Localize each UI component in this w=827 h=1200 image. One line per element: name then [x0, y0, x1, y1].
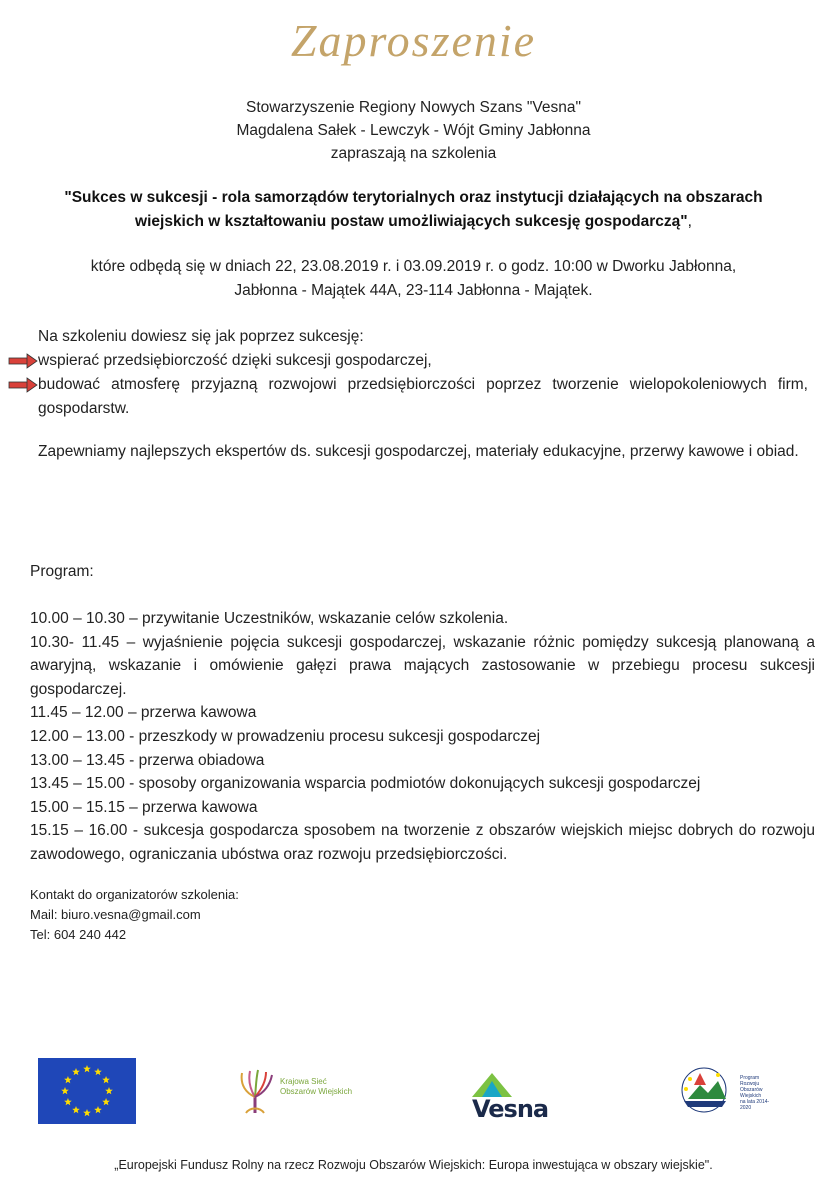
eu-stars-icon — [38, 1058, 136, 1124]
ksow-line: Obszarów Wiejskich — [280, 1087, 353, 1096]
address-line: Jabłonna - Majątek 44A, 23-114 Jabłonna - Majątek. — [234, 282, 593, 299]
contact-mail[interactable]: Mail: biuro.vesna@gmail.com — [30, 907, 201, 922]
eu-star-icon — [83, 1065, 91, 1072]
eu-flag-logo — [38, 1058, 136, 1124]
invitation-line: zapraszają na szkolenia — [330, 145, 497, 162]
eu-star-icon — [83, 1109, 91, 1116]
program-item: 13.45 – 15.00 - sposoby organizowania wsparcia podmiotów dokonujących sukcesji gospodarczej — [30, 775, 701, 793]
eu-star-icon — [72, 1106, 80, 1113]
program-item: 12.00 – 13.00 - przeszkody w prowadzeniu procesu sukcesji gospodarczej — [30, 727, 541, 745]
ksow-logo — [232, 1067, 372, 1117]
program-item: 15.15 – 16.00 - sukcesja gospodarcza sposobem na tworzenie z obszarów wiejskich miejsc dobrych do rozwoju zawodowego, ograniczania ubóstwa oraz rozwoju przedsiębiorczości. — [30, 822, 815, 863]
date-location-block — [30, 255, 797, 303]
ksow-name — [280, 1077, 352, 1097]
learning-section — [38, 325, 808, 421]
organizer-mayor: Magdalena Sałek - Lewczyk - Wójt Gminy Jabłonna — [236, 122, 591, 139]
bullet-text: wspierać przedsiębiorczość dzięki sukcesji gospodarczej, — [38, 352, 432, 369]
program-item: 10.00 – 10.30 – przywitanie Uczestników, wskazanie celów szkolenia. — [30, 610, 509, 627]
program-list — [30, 607, 815, 867]
eu-star-icon — [64, 1098, 72, 1105]
training-headline — [30, 186, 797, 234]
vesna-logo — [462, 1073, 572, 1123]
prow-logo — [678, 1065, 778, 1125]
eu-star-icon — [72, 1068, 80, 1075]
prow-line: Wiejskich — [740, 1093, 762, 1099]
organizers-block — [0, 96, 827, 165]
logos-bar — [0, 1055, 827, 1130]
tree-icon — [232, 1067, 278, 1117]
prow-line: Obszarów — [740, 1087, 763, 1093]
prow-line: na lata 2014-2020 — [740, 1099, 770, 1111]
eu-star-icon — [102, 1076, 110, 1083]
eu-star-icon — [64, 1076, 72, 1083]
ksow-line: Krajowa Sieć — [280, 1077, 327, 1086]
triangle-icon — [472, 1073, 512, 1097]
offer-text: Zapewniamy najlepszych ekspertów ds. sukcesji gospodarczej, materiały edukacyjne, przerwy kawowe i obiad. — [38, 443, 799, 460]
eu-star-icon — [102, 1098, 110, 1105]
vesna-wordmark: Vesna — [472, 1095, 549, 1123]
learning-intro: Na szkoleniu dowiesz się jak poprzez sukcesję: — [38, 328, 364, 345]
program-item: 11.45 – 12.00 – przerwa kawowa — [30, 704, 257, 722]
eu-star-icon — [94, 1106, 102, 1113]
program-item: 13.00 – 13.45 - przerwa obiadowa — [30, 751, 265, 769]
bullet-text: budować atmosferę przyjazną rozwojowi przedsiębiorczości poprzez tworzenie wielopokoleniowych firm, gospodarstw. — [38, 376, 808, 417]
list-item — [38, 349, 808, 373]
prow-emblem-icon — [678, 1065, 736, 1115]
funding-footer: „Europejski Fundusz Rolny na rzecz Rozwoju Obszarów Wiejskich: Europa inwestująca w obszary wiejskie". — [114, 1158, 713, 1172]
program-heading: Program: — [30, 563, 94, 580]
list-item — [38, 373, 808, 421]
prow-line: Rozwoju — [740, 1081, 760, 1087]
contact-block — [30, 885, 239, 945]
organizer-association: Stowarzyszenie Regiony Nowych Szans "Vesna" — [246, 99, 581, 116]
eu-star-icon — [94, 1068, 102, 1075]
program-item: 10.30- 11.45 – wyjaśnienie pojęcia sukcesji gospodarczej, wskazanie różnic pomiędzy sukcesją planowaną a awaryjną, wskazanie i omówienie gałęzi prawa mających zastosowanie w przebiegu procesu sukcesji gospodarczej. — [30, 633, 815, 698]
arrow-right-icon — [8, 353, 38, 369]
prow-name — [740, 1075, 780, 1111]
prow-line: Program — [740, 1075, 760, 1081]
page-title: Zaproszenie — [290, 15, 537, 66]
training-title-suffix: , — [687, 213, 692, 230]
training-title: "Sukces w sukcesji - rola samorządów terytorialnych oraz instytucji działających na obszarach wiejskich w kształtowaniu postaw umożliwiających sukcesję gospodarczą" — [64, 189, 763, 230]
eu-star-icon — [61, 1087, 69, 1094]
arrow-right-icon — [8, 377, 38, 393]
contact-heading: Kontakt do organizatorów szkolenia: — [30, 887, 239, 902]
date-line: które odbędą się w dniach 22, 23.08.2019 r. i 03.09.2019 r. o godz. 10:00 w Dworku Jabłonna, — [90, 258, 737, 275]
contact-phone[interactable]: Tel: 604 240 442 — [30, 927, 127, 942]
eu-star-icon — [105, 1087, 113, 1094]
program-item: 15.00 – 15.15 – przerwa kawowa — [30, 798, 258, 816]
